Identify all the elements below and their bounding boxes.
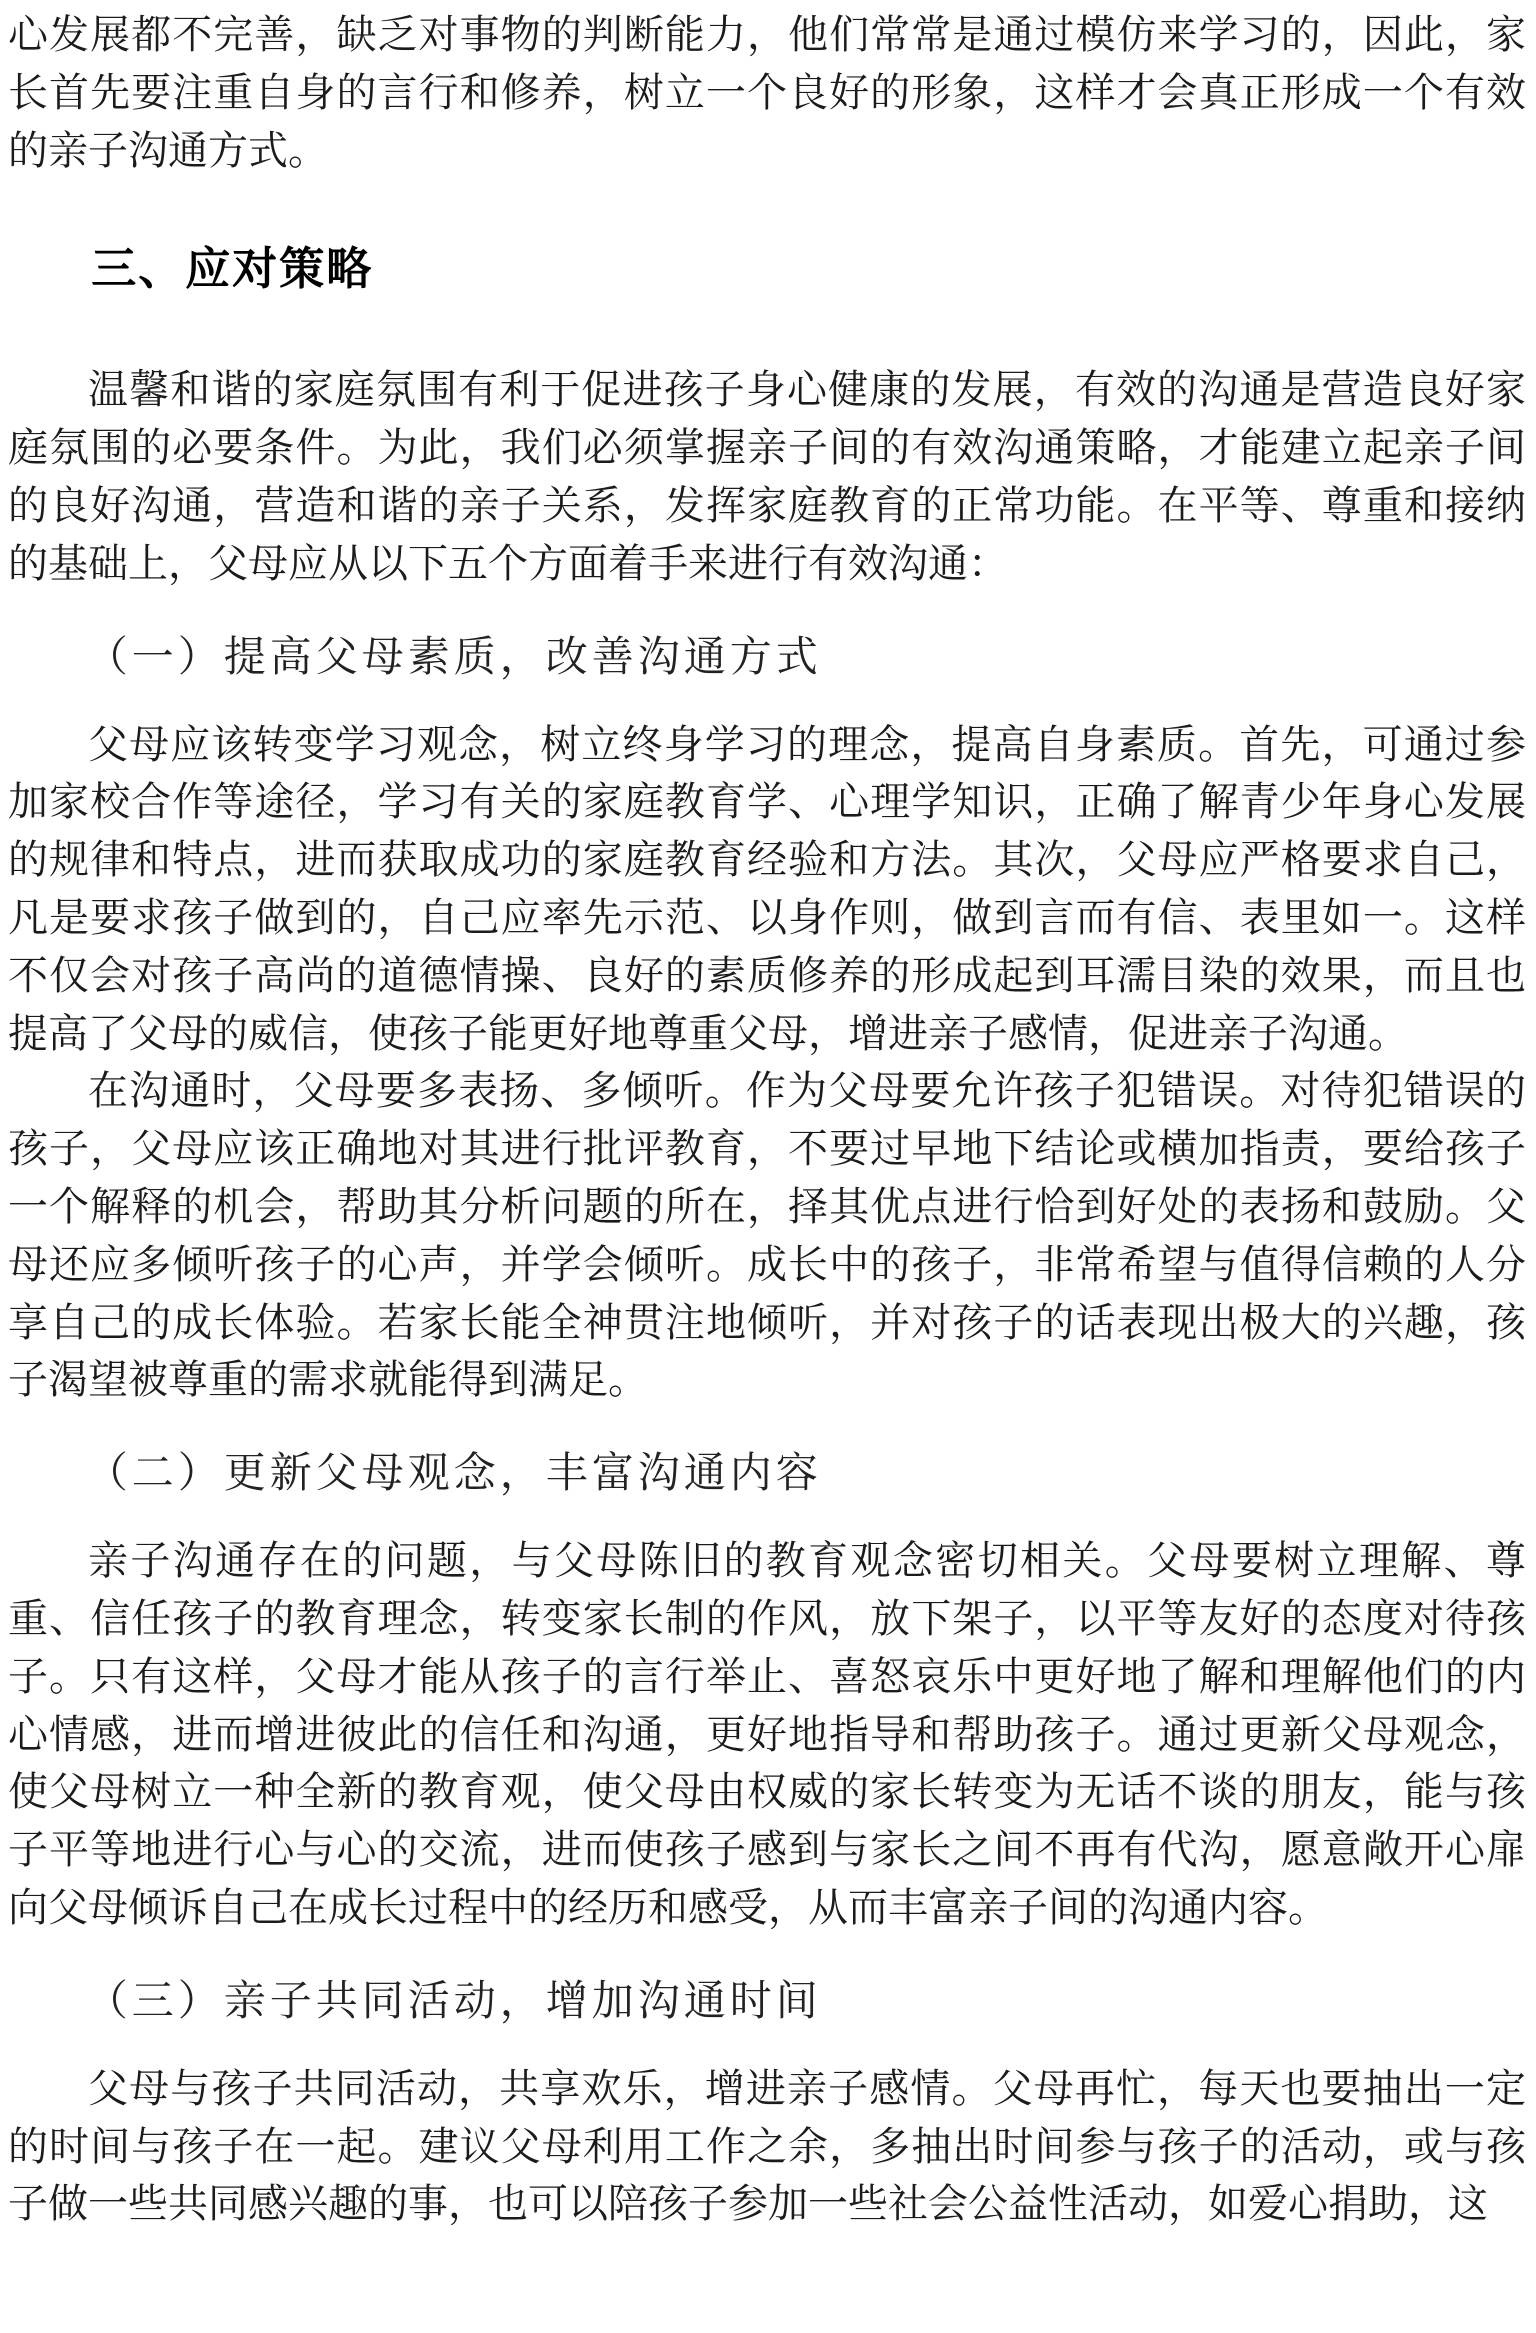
paragraph-1-1-lifelong-learning: 父母应该转变学习观念，树立终身学习的理念，提高自身素质。首先，可通过参加家校合作等途径，学习有关的家庭教育学、心理学知识，正确了解青少年身心发展的规律和特点，进而获取成功的家庭教育经验和方法。其次，父母应严格要求自己，凡是要求孩子做到的，自己应率先示范、以身作则，做到言而有信、表里如一。这样不仅会对孩子高尚的道德情操、良好的素质修养的形成起到耳濡目染的效果，而且也提高了父母的威信，使孩子能更好地尊重父母，增进亲子感情，促进亲子沟通。 (8, 721, 1526, 1056)
paragraph-1-2-praise-and-listen: 在沟通时，父母要多表扬、多倾听。作为父母要允许孩子犯错误。对待犯错误的孩子，父母应该正确地对其进行批评教育，不要过早地下结论或横加指责，要给孩子一个解释的机会，帮助其分析问题的所在，择其优点进行恰到好处的表扬和鼓励。父母还应多倾听孩子的心声，并学会倾听。成长中的孩子，非常希望与值得信赖的人分享自己的成长体验。若家长能全神贯注地倾听，并对孩子的话表现出极大的兴趣，孩子渴望被尊重的需求就能得到满足。 (8, 1068, 1526, 1403)
subsection-heading-2-update-parent-concepts: （二）更新父母观念，丰富沟通内容 (85, 1451, 822, 1498)
subsection-heading-3-joint-activities: （三）亲子共同活动，增加沟通时间 (85, 1978, 822, 2025)
paragraph-previous-section-continuation: 心发展都不完善，缺乏对事物的判断能力，他们常常是通过模仿来学习的，因此，家长首先要注重自身的言行和修养，树立一个良好的形象，这样才会真正形成一个有效的亲子沟通方式。 (8, 12, 1526, 173)
subsection-heading-1-improve-parent-quality: （一）提高父母素质，改善沟通方式 (85, 634, 822, 681)
section-heading-coping-strategies: 三、应对策略 (91, 243, 374, 295)
paragraph-3-1-shared-activities: 父母与孩子共同活动，共享欢乐，增进亲子感情。父母再忙，每天也要抽出一定的时间与孩子在一起。建议父母利用工作之余，多抽出时间参与孩子的活动，或与孩子做一些共同感兴趣的事，也可以陪孩子参加一些社会公益性活动，如爱心捐助，这 (8, 2065, 1526, 2227)
paragraph-2-1-equal-friendly-attitude: 亲子沟通存在的问题，与父母陈旧的教育观念密切相关。父母要树立理解、尊重、信任孩子的教育理念，转变家长制的作风，放下架子，以平等友好的态度对待孩子。只有这样，父母才能从孩子的言行举止、喜怒哀乐中更好地了解和理解他们的内心情感，进而增进彼此的信任和沟通，更好地指导和帮助孩子。通过更新父母观念，使父母树立一种全新的教育观，使父母由权威的家长转变为无话不谈的朋友，能与孩子平等地进行心与心的交流，进而使孩子感到与家长之间不再有代沟，愿意敞开心扉向父母倾诉自己在成长过程中的经历和感受，从而丰富亲子间的沟通内容。 (8, 1538, 1526, 1930)
paragraph-strategies-intro: 温馨和谐的家庭氛围有利于促进孩子身心健康的发展，有效的沟通是营造良好家庭氛围的必要条件。为此，我们必须掌握亲子间的有效沟通策略，才能建立起亲子间的良好沟通，营造和谐的亲子关系，发挥家庭教育的正常功能。在平等、尊重和接纳的基础上，父母应从以下五个方面着手来进行有效沟通： (8, 367, 1526, 586)
